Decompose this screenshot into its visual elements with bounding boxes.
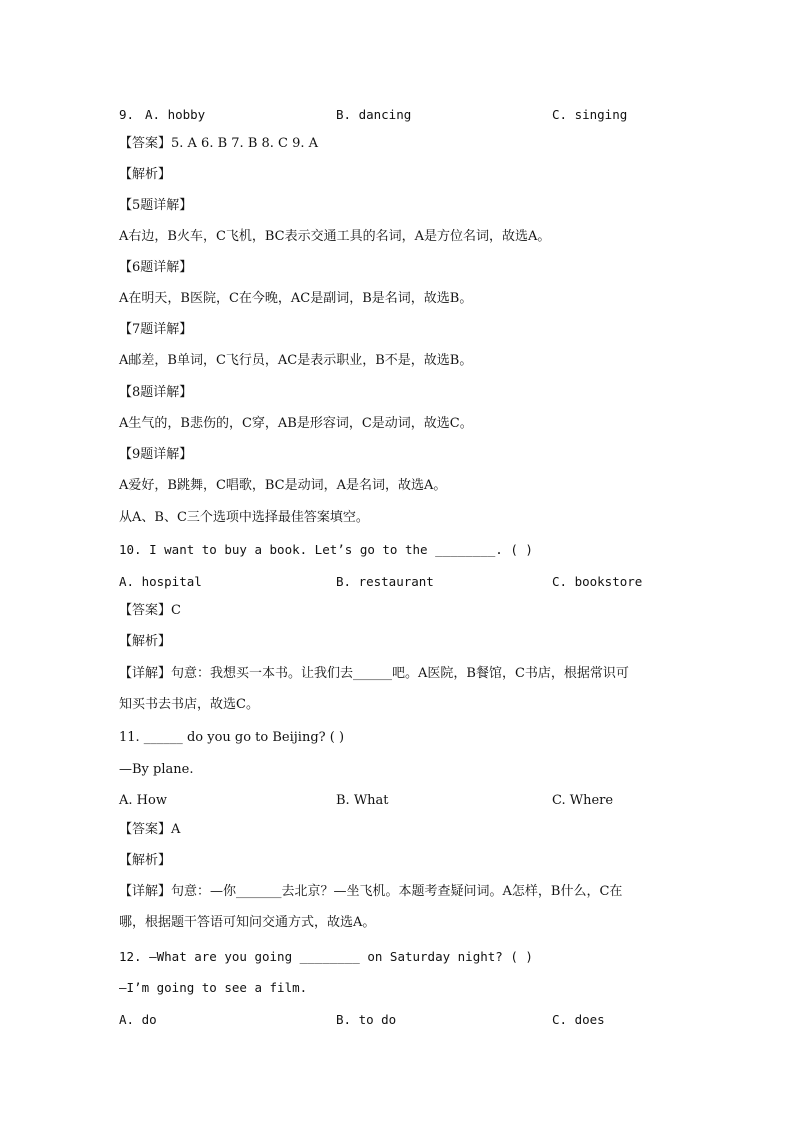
q10-option-a: A. hospital	[119, 574, 202, 589]
q11-option-c: C. Where	[552, 793, 614, 808]
detail-5-text: A右边，B火车，C飞机，BC表示交通工具的名词，A是方位名词，故选A。	[119, 229, 551, 244]
q9-number: 9.	[119, 107, 135, 122]
q10-detail-line-2: 知买书去书店，故选C。	[119, 697, 259, 712]
q12-option-c: C. does	[552, 1012, 605, 1027]
detail-8-title: 【8题详解】	[119, 385, 193, 400]
q11-reply: —By plane.	[119, 762, 194, 777]
detail-5-title: 【5题详解】	[119, 198, 193, 213]
q12-stem: 12. —What are you going ________ on Saturday night? ( )	[119, 949, 533, 964]
section-instruction: 从A、B、C三个选项中选择最佳答案填空。	[119, 510, 369, 525]
detail-9-title: 【9题详解】	[119, 447, 193, 462]
q11-detail-line-2: 哪，根据题干答语可知问交通方式，故选A。	[119, 915, 376, 930]
analysis-label: 【解析】	[119, 167, 172, 182]
q11-answer: 【答案】A	[119, 822, 181, 837]
detail-7-text: A邮差，B单词，C飞行员，AC是表示职业，B不是，故选B。	[119, 353, 473, 368]
q12-option-a: A. do	[119, 1012, 157, 1027]
detail-6-title: 【6题详解】	[119, 260, 193, 275]
q9-option-c: C. singing	[552, 107, 628, 122]
detail-7-title: 【7题详解】	[119, 322, 193, 337]
answer-5-9: 【答案】5. A 6. B 7. B 8. C 9. A	[119, 136, 319, 151]
q10-analysis-label: 【解析】	[119, 634, 172, 649]
q9-option-b: B. dancing	[336, 107, 412, 122]
detail-9-text: A爱好，B跳舞，C唱歌，BC是动词，A是名词，故选A。	[119, 478, 447, 493]
q11-stem: 11. ______ do you go to Beijing? ( )	[119, 730, 345, 745]
q11-option-a: A. How	[119, 793, 167, 808]
q10-stem: 10. I want to buy a book. Let’s go to the ________. ( )	[119, 542, 533, 557]
q10-option-c: C. bookstore	[552, 574, 643, 589]
q10-answer: 【答案】C	[119, 603, 181, 618]
q12-option-b: B. to do	[336, 1012, 397, 1027]
q9-option-a: A. hobby	[145, 107, 206, 122]
detail-8-text: A生气的，B悲伤的，C穿，AB是形容词，C是动词，故选C。	[119, 416, 473, 431]
q12-reply: —I’m going to see a film.	[119, 980, 308, 995]
q11-option-b: B. What	[336, 793, 389, 808]
q10-option-b: B. restaurant	[336, 574, 434, 589]
q10-detail-line-1: 【详解】句意：我想买一本书。让我们去______吧。A医院，B餐馆，C书店，根据常识可	[119, 666, 629, 681]
q11-detail-line-1: 【详解】句意：—你_______去北京？—坐飞机。本题考查疑问词。A怎样，B什么，C在	[119, 884, 623, 899]
q11-analysis-label: 【解析】	[119, 853, 172, 868]
detail-6-text: A在明天，B医院，C在今晚，AC是副词，B是名词，故选B。	[119, 291, 473, 306]
